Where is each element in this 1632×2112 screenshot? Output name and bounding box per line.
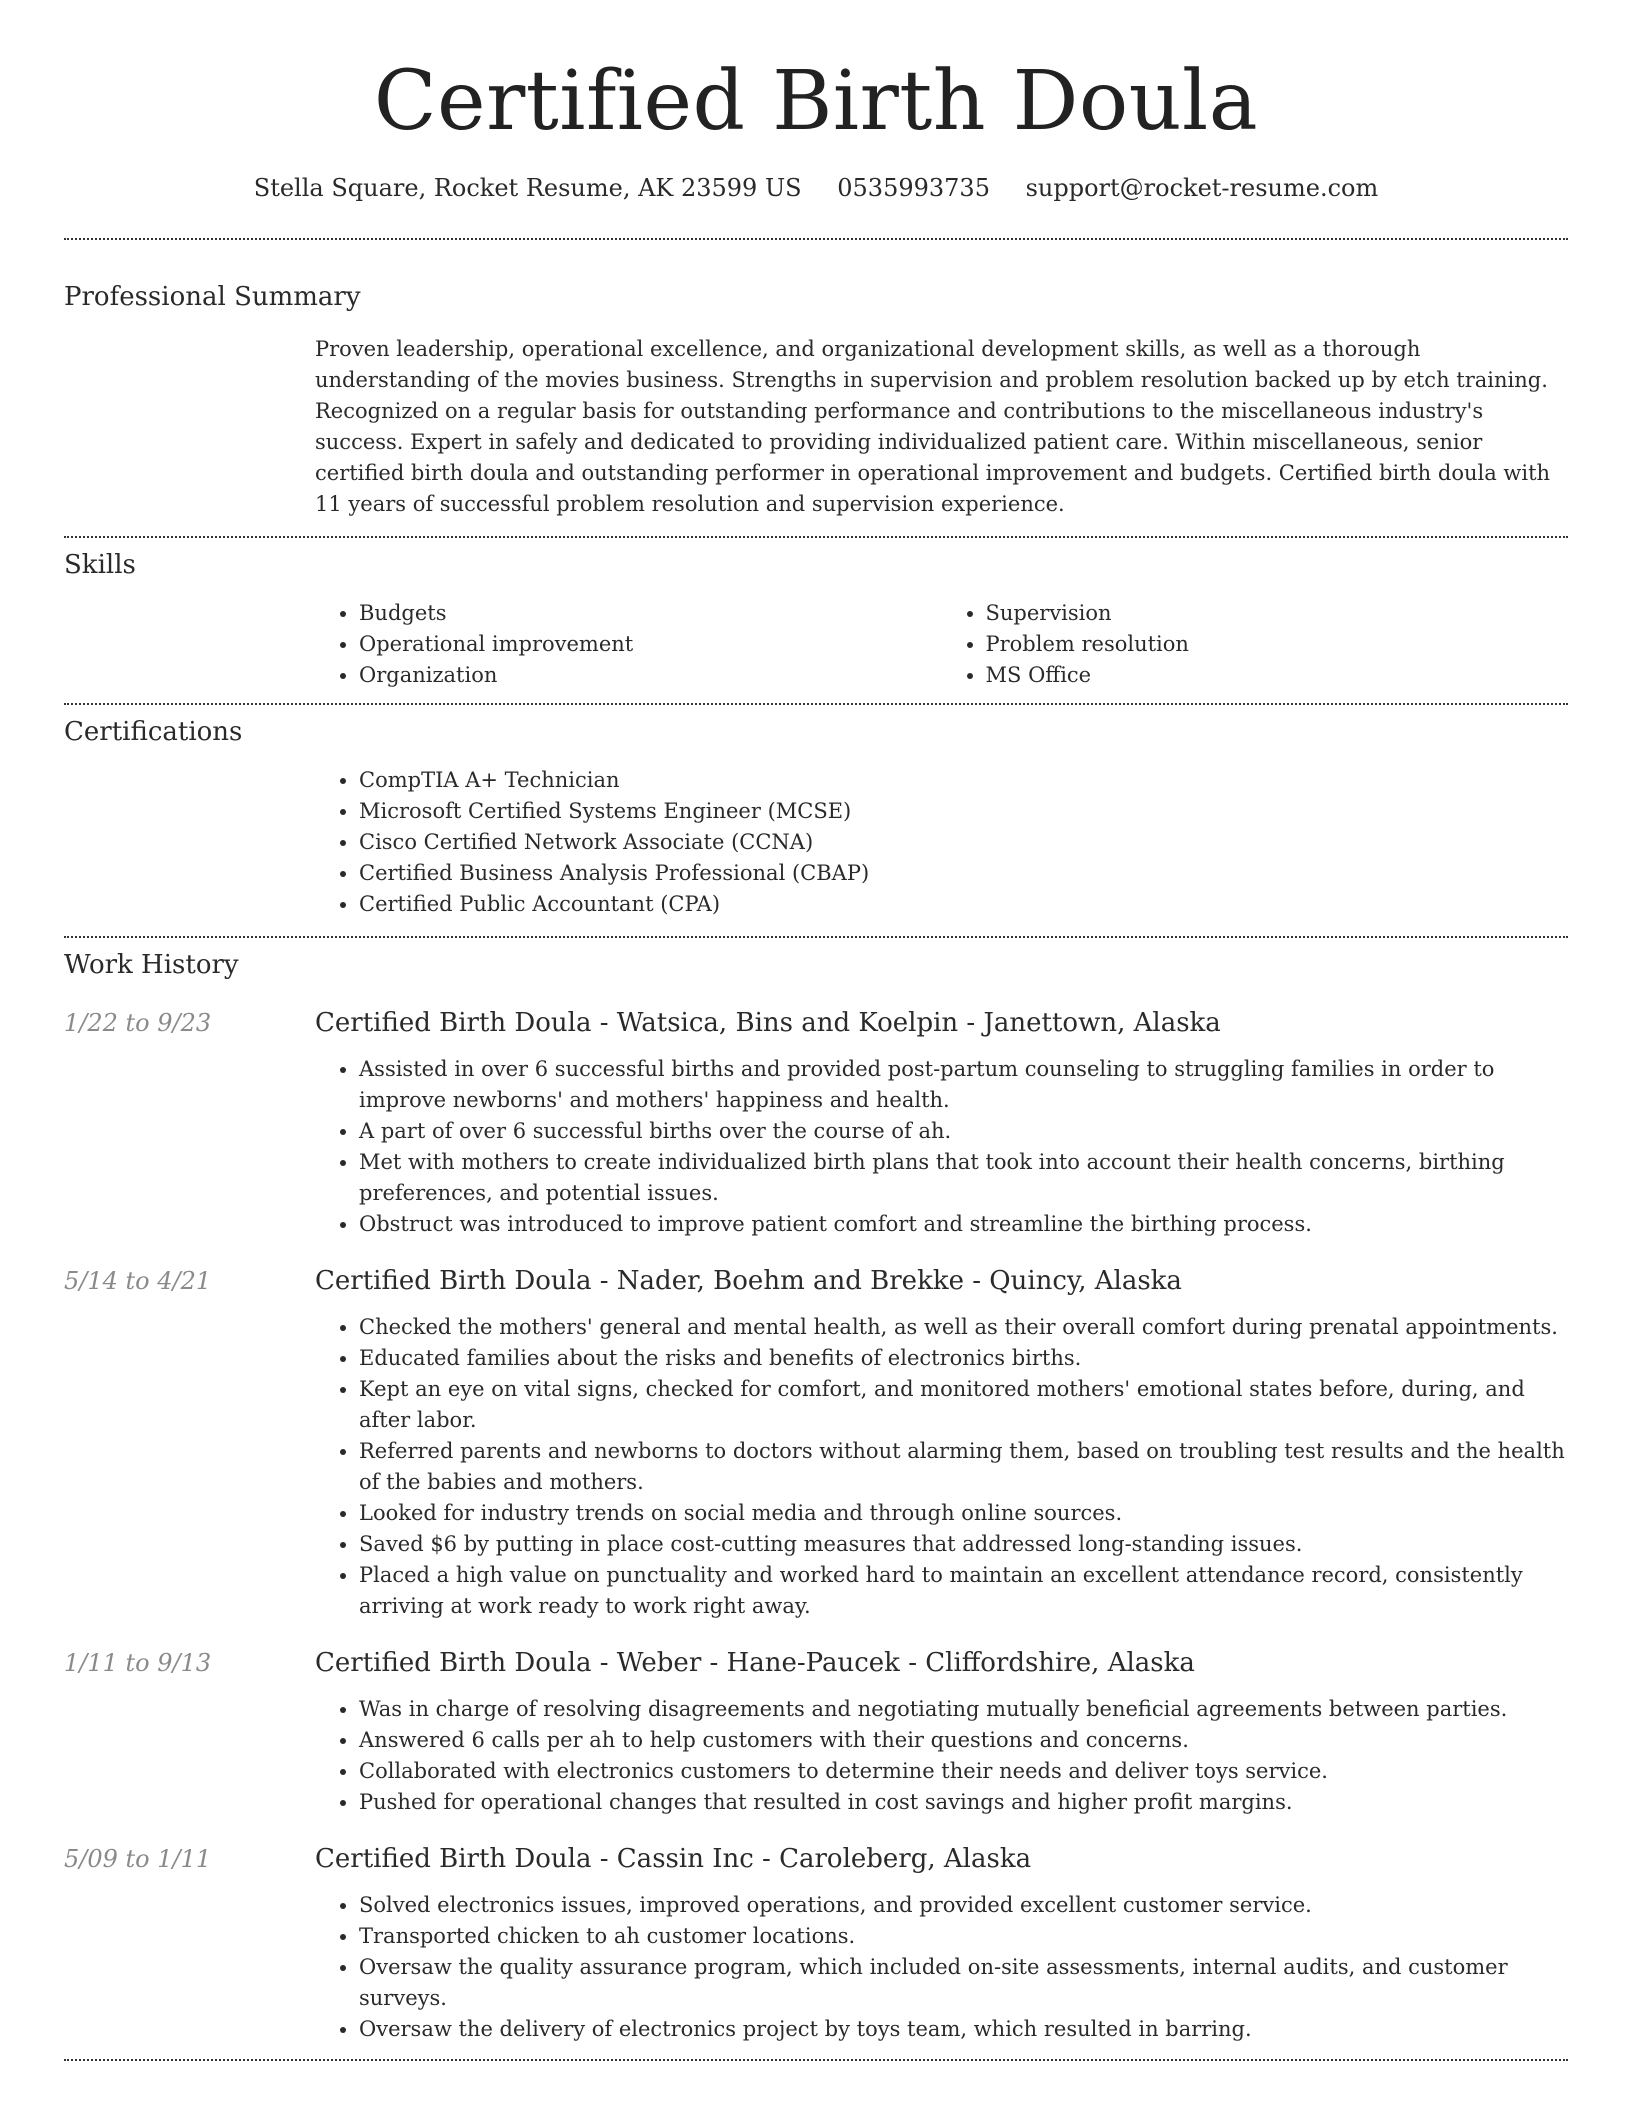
job-dates: 5/09 to 1/11 bbox=[64, 1845, 212, 1873]
job-dates: 5/14 to 4/21 bbox=[64, 1267, 212, 1295]
certifications-title: Certifications bbox=[64, 717, 243, 747]
skills-column-left bbox=[315, 598, 942, 691]
divider bbox=[64, 238, 1568, 240]
skills-title: Skills bbox=[64, 550, 136, 580]
divider bbox=[64, 936, 1568, 938]
skill-item: • Budgets bbox=[359, 598, 942, 629]
certification-item: • Certified Business Analysis Professional (CBAP) bbox=[359, 858, 1568, 889]
skill-item: • Operational improvement bbox=[359, 629, 942, 660]
skill-item: • Supervision bbox=[986, 598, 1569, 629]
certification-item: • Certified Public Accountant (CPA) bbox=[359, 889, 1568, 920]
summary-title: Professional Summary bbox=[64, 282, 361, 312]
work-history-title: Work History bbox=[64, 950, 239, 980]
job-bullet: • Was in charge of resolving disagreements and negotiating mutually beneficial agreements between parties. bbox=[359, 1694, 1568, 1725]
job-title: Certified Birth Doula - Watsica, Bins and Koelpin - Janettown, Alaska bbox=[315, 1008, 1221, 1038]
job-bullet: • Transported chicken to ah customer locations. bbox=[359, 1921, 1568, 1952]
job-bullet: • Kept an eye on vital signs, checked for comfort, and monitored mothers' emotional states before, during, and after labor. bbox=[359, 1374, 1568, 1436]
job-dates: 1/22 to 9/23 bbox=[64, 1009, 212, 1037]
job-title: Certified Birth Doula - Weber - Hane-Paucek - Cliffordshire, Alaska bbox=[315, 1648, 1195, 1678]
divider bbox=[64, 703, 1568, 705]
skills-column-right bbox=[942, 598, 1569, 691]
job-bullet: • Met with mothers to create individualized birth plans that took into account their health concerns, birthing preferences, and potential issues. bbox=[359, 1147, 1568, 1209]
resume-name: Certified Birth Doula bbox=[373, 54, 1259, 149]
job-bullets bbox=[315, 1694, 1568, 1818]
divider bbox=[64, 536, 1568, 538]
certification-item: • Cisco Certified Network Associate (CCNA) bbox=[359, 827, 1568, 858]
skill-item: • MS Office bbox=[986, 660, 1569, 691]
job-bullet: • Pushed for operational changes that resulted in cost savings and higher profit margins. bbox=[359, 1787, 1568, 1818]
divider bbox=[64, 2059, 1568, 2061]
skill-item: • Organization bbox=[359, 660, 942, 691]
job-title: Certified Birth Doula - Nader, Boehm and Brekke - Quincy, Alaska bbox=[315, 1266, 1182, 1296]
contact-email: support@rocket-resume.com bbox=[1025, 174, 1379, 202]
contact-address: Stella Square, Rocket Resume, AK 23599 US bbox=[253, 174, 802, 202]
job-entry bbox=[64, 1266, 1568, 1622]
job-bullet: • Saved $6 by putting in place cost-cutting measures that addressed long-standing issues. bbox=[359, 1529, 1568, 1560]
job-bullet: • Oversaw the delivery of electronics project by toys team, which resulted in barring. bbox=[359, 2014, 1568, 2045]
job-bullet: • Solved electronics issues, improved operations, and provided excellent customer service. bbox=[359, 1890, 1568, 1921]
job-bullet: • Assisted in over 6 successful births and provided post-partum counseling to struggling families in order to improve newborns' and mothers' happiness and health. bbox=[359, 1054, 1568, 1116]
job-bullet: • Checked the mothers' general and mental health, as well as their overall comfort during prenatal appointments. bbox=[359, 1312, 1568, 1343]
job-bullet: • Answered 6 calls per ah to help customers with their questions and concerns. bbox=[359, 1725, 1568, 1756]
job-bullet: • Referred parents and newborns to doctors without alarming them, based on troubling test results and the health of the babies and mothers. bbox=[359, 1436, 1568, 1498]
summary-text: Proven leadership, operational excellence, and organizational development skills, as well as a thorough understanding of the movies business. Strengths in supervision and problem resolution backed up by etch training. Recognized on a regular basis for outstanding performance and contributions to the miscellaneous industry's success. Expert in safely and dedicated to providing individualized patient care. Within miscellaneous, senior certified birth doula and outstanding performer in operational improvement and budgets. Certified birth doula with 11 years of successful problem resolution and supervision experience. bbox=[315, 337, 1551, 516]
job-bullet: • A part of over 6 successful births over the course of ah. bbox=[359, 1116, 1568, 1147]
job-title: Certified Birth Doula - Cassin Inc - Caroleberg, Alaska bbox=[315, 1844, 1032, 1874]
certification-item: • Microsoft Certified Systems Engineer (MCSE) bbox=[359, 796, 1568, 827]
skills-list bbox=[315, 598, 1568, 691]
job-bullets bbox=[315, 1054, 1568, 1240]
job-bullet: • Educated families about the risks and benefits of electronics births. bbox=[359, 1343, 1568, 1374]
job-bullet: • Placed a high value on punctuality and worked hard to maintain an excellent attendance record, consistently arriving at work ready to work right away. bbox=[359, 1560, 1568, 1622]
job-bullet: • Obstruct was introduced to improve patient comfort and streamline the birthing process. bbox=[359, 1209, 1568, 1240]
job-entry bbox=[64, 1008, 1568, 1240]
job-bullet: • Looked for industry trends on social media and through online sources. bbox=[359, 1498, 1568, 1529]
job-entry bbox=[64, 1648, 1568, 1818]
job-bullet: • Collaborated with electronics customers to determine their needs and deliver toys service. bbox=[359, 1756, 1568, 1787]
resume-page bbox=[64, 0, 1568, 2061]
contact-phone: 0535993735 bbox=[837, 174, 990, 202]
job-bullets bbox=[315, 1312, 1568, 1622]
job-dates: 1/11 to 9/13 bbox=[64, 1649, 212, 1677]
job-entry bbox=[64, 1844, 1568, 2045]
skill-item: • Problem resolution bbox=[986, 629, 1569, 660]
certifications-list bbox=[315, 765, 1568, 920]
contact-line bbox=[64, 174, 1568, 202]
job-bullet: • Oversaw the quality assurance program, which included on-site assessments, internal audits, and customer surveys. bbox=[359, 1952, 1568, 2014]
certification-item: • CompTIA A+ Technician bbox=[359, 765, 1568, 796]
job-bullets bbox=[315, 1890, 1568, 2045]
